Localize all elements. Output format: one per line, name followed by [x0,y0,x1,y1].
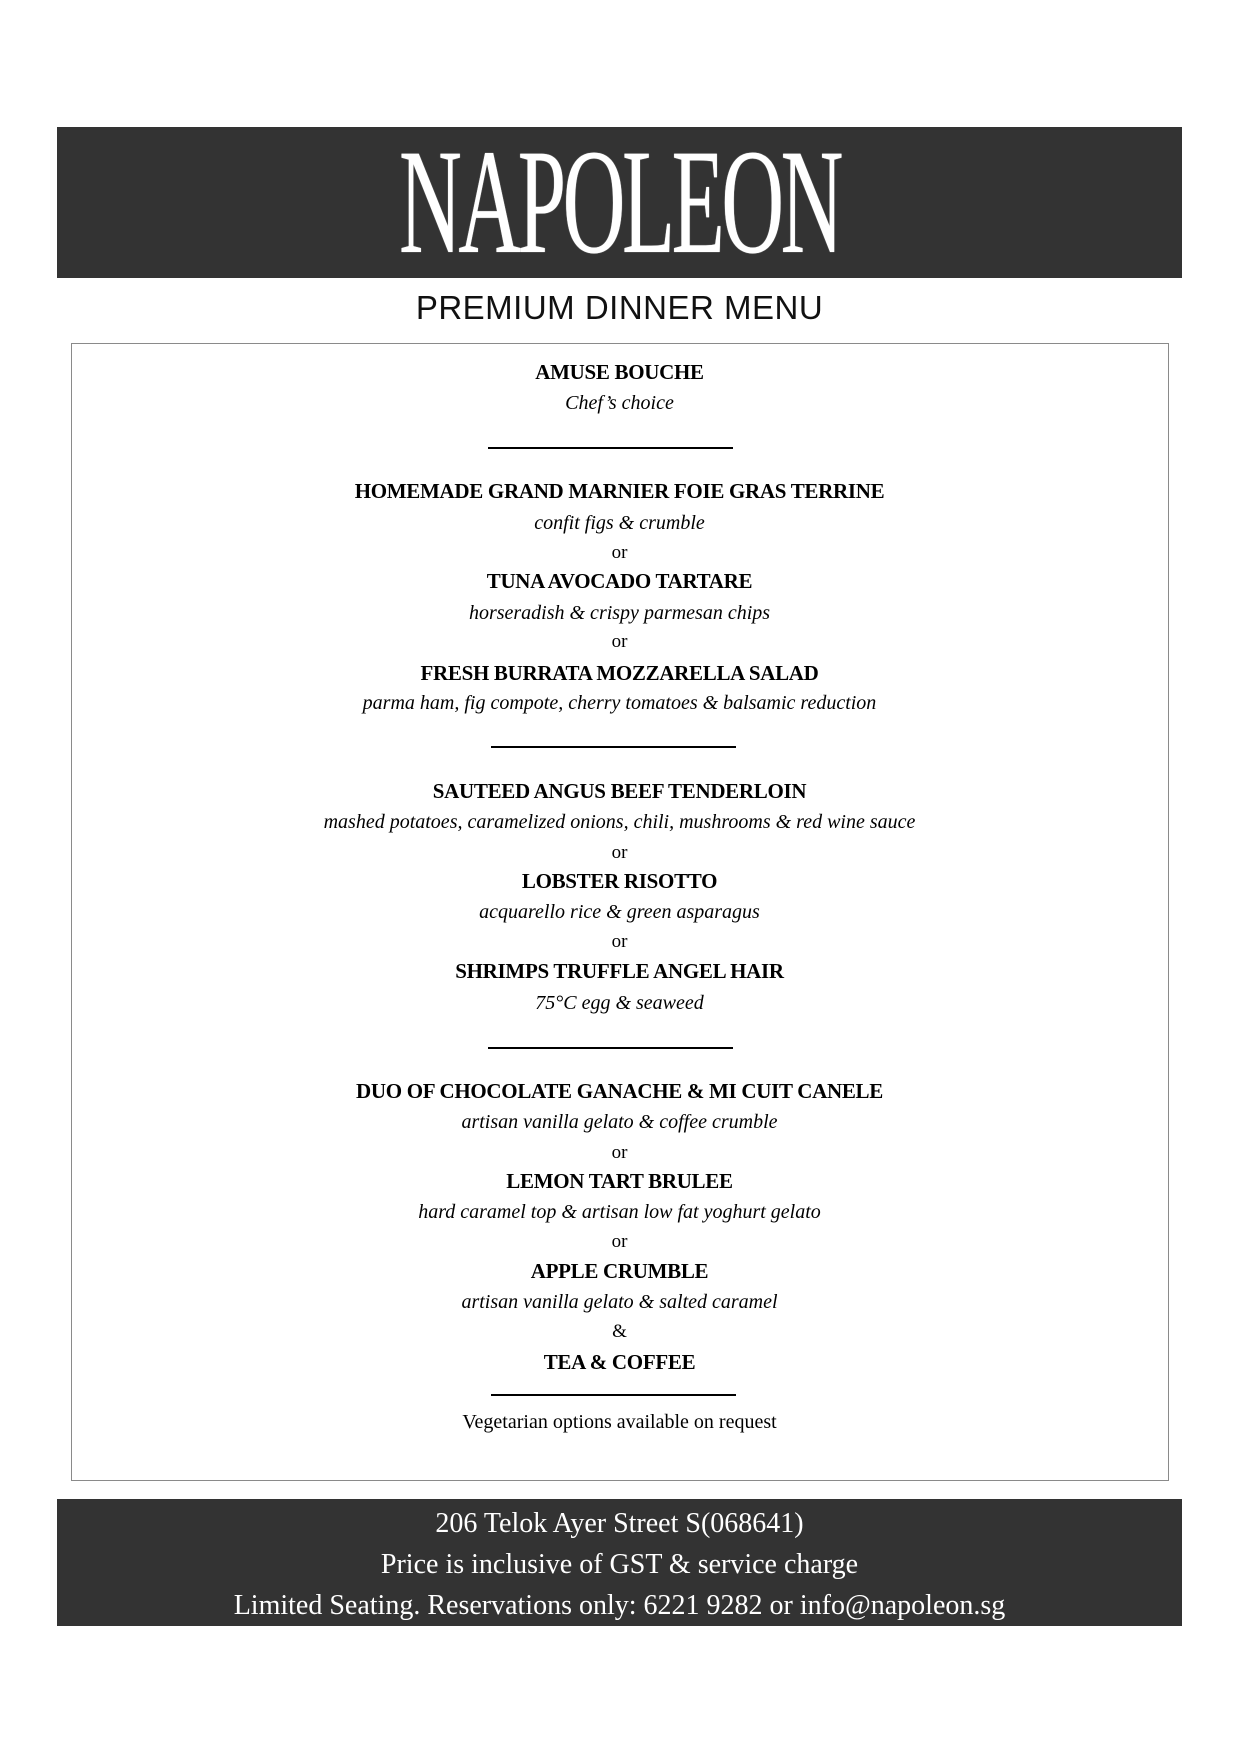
dessert-1-title: DUO OF CHOCOLATE GANACHE & MI CUIT CANELE [356,1079,883,1103]
main-2-desc: acquarello rice & green asparagus [479,901,760,923]
starter-2-desc: horseradish & crispy parmesan chips [468,602,771,624]
starter-1-desc: confit figs & crumble [534,512,705,534]
vegetarian-note: Vegetarian options available on request [462,1411,777,1433]
and-separator: & [612,1321,627,1342]
or-separator: or [611,931,628,952]
or-separator: or [611,1231,628,1252]
footer-address: 206 Telok Ayer Street S(068641) [435,1508,804,1539]
section-divider [491,1394,736,1396]
or-separator: or [611,542,628,563]
napoleon-logo: NAPOLEON [399,119,840,285]
footer-price-note: Price is inclusive of GST & service charge [380,1549,859,1580]
amuse-title: AMUSE BOUCHE [535,360,704,384]
amuse-desc: Chef’s choice [565,392,674,414]
or-separator: or [611,842,628,863]
section-divider [488,447,733,449]
tea-coffee-title: TEA & COFFEE [543,1350,696,1374]
section-divider [491,746,736,748]
starter-3-title: FRESH BURRATA MOZZARELLA SALAD [420,661,819,685]
or-separator: or [611,1142,628,1163]
main-2-title: LOBSTER RISOTTO [521,869,718,893]
or-separator: or [611,631,628,652]
dessert-3-title: APPLE CRUMBLE [530,1259,709,1283]
menu-subtitle: PREMIUM DINNER MENU [415,289,824,326]
dessert-2-desc: hard caramel top & artisan low fat yoghurt gelato [418,1201,821,1223]
main-1-title: SAUTEED ANGUS BEEF TENDERLOIN [432,779,807,803]
starter-1-title: HOMEMADE GRAND MARNIER FOIE GRAS TERRINE [354,479,885,503]
starter-3-desc: parma ham, fig compote, cherry tomatoes & balsamic reduction [362,692,877,714]
footer-reservations: Limited Seating. Reservations only: 6221 9282 or info@napoleon.sg [233,1590,1006,1621]
dessert-1-desc: artisan vanilla gelato & coffee crumble [461,1111,778,1133]
starter-2-title: TUNA AVOCADO TARTARE [486,569,753,593]
dessert-3-desc: artisan vanilla gelato & salted caramel [461,1291,778,1313]
main-1-desc: mashed potatoes, caramelized onions, chili, mushrooms & red wine sauce [323,811,916,833]
main-3-desc: 75°C egg & seaweed [535,992,704,1014]
dessert-2-title: LEMON TART BRULEE [506,1169,733,1193]
main-3-title: SHRIMPS TRUFFLE ANGEL HAIR [455,959,784,983]
section-divider [488,1047,733,1049]
